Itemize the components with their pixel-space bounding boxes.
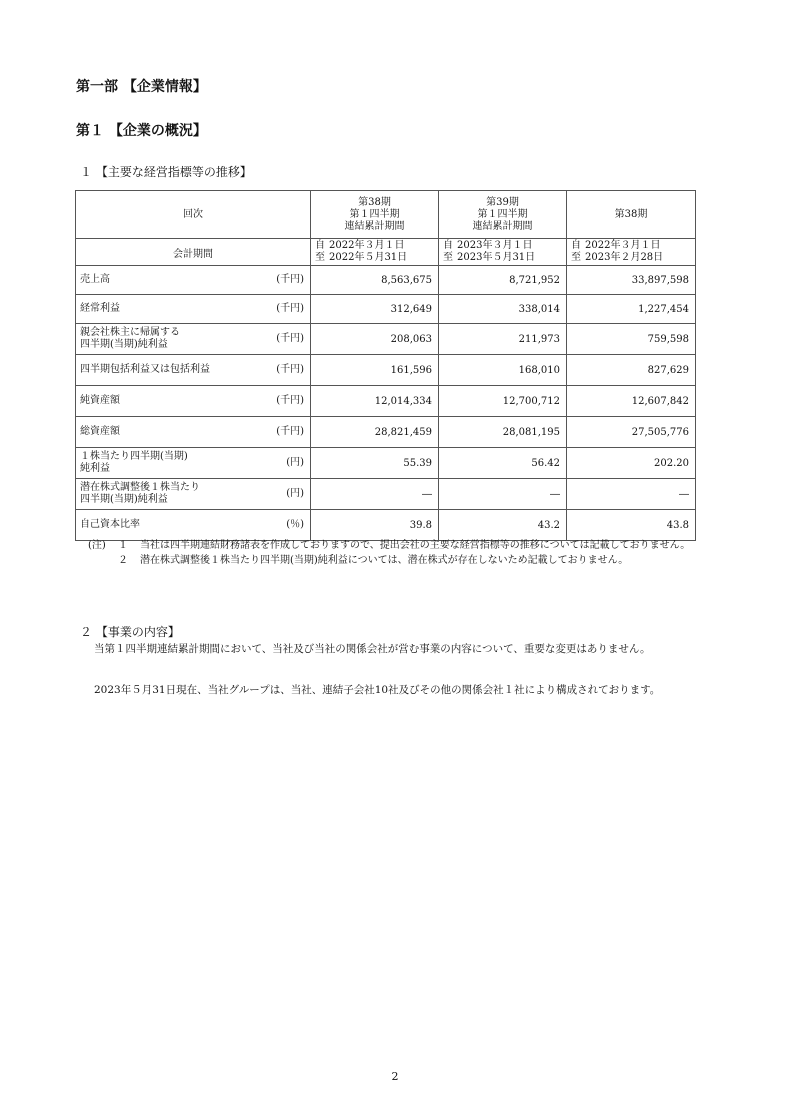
row-unit: (千円): [276, 364, 304, 375]
notes-prefix: (注): [88, 540, 106, 551]
page-number: 2: [391, 1070, 399, 1083]
value-cell: 28,081,195: [439, 417, 567, 448]
row-label-line2: 純利益: [80, 463, 110, 474]
financial-indicators-table: [75, 190, 696, 541]
value-cell: 43.2: [439, 510, 567, 541]
table-row-equity-ratio: [76, 510, 696, 541]
value-cell: 56.42: [439, 448, 567, 479]
value-cell: 202.20: [567, 448, 696, 479]
period-to: 2023年５月31日: [457, 252, 536, 263]
value-cell: 27,505,776: [567, 417, 696, 448]
chapter-title: 第１ 【企業の概況】: [76, 123, 207, 139]
column-header-line: 第38期: [358, 196, 391, 208]
value-cell: 28,821,459: [311, 417, 439, 448]
period-label-cell: 会計期間: [76, 239, 311, 266]
table-row-net-income-parent: [76, 324, 696, 355]
period-cell: 自 2022年３月１日 至 2023年２月28日: [567, 239, 696, 266]
column-header-fy38: [567, 191, 696, 239]
row-unit: (千円): [276, 333, 304, 344]
row-label-line2: 四半期(当期)純利益: [80, 494, 168, 505]
row-label: １株当たり四半期(当期): [80, 451, 188, 462]
row-label: 自己資本比率: [80, 519, 140, 530]
table-header-row: [76, 191, 696, 239]
period-from: 2022年３月１日: [329, 240, 405, 251]
value-cell: 759,598: [567, 324, 696, 355]
period-row: [76, 239, 696, 266]
value-cell: 33,897,598: [567, 266, 696, 295]
value-cell: 827,629: [567, 355, 696, 386]
table-row-eps: [76, 448, 696, 479]
column-header-line: 第１四半期: [349, 208, 400, 220]
section-title-indicators: １ 【主要な経営指標等の推移】: [80, 165, 252, 179]
row-label: 親会社株主に帰属する: [80, 327, 180, 338]
table-row-ordinary-profit: [76, 295, 696, 324]
table-row-net-sales: [76, 266, 696, 295]
row-label-line2: 四半期(当期)純利益: [80, 339, 168, 350]
column-header-line: 連結累計期間: [344, 220, 405, 232]
value-cell: 12,014,334: [311, 386, 439, 417]
column-header-line: 第39期: [486, 196, 519, 208]
value-cell: 1,227,454: [567, 295, 696, 324]
row-label: 純資産額: [80, 395, 120, 406]
row-unit: (千円): [276, 426, 304, 437]
row-unit: (千円): [276, 303, 304, 314]
value-cell: 43.8: [567, 510, 696, 541]
note-item: [88, 538, 728, 553]
period-to: 2023年２月28日: [585, 252, 664, 263]
value-cell: 338,014: [439, 295, 567, 324]
row-label: 経常利益: [80, 303, 120, 314]
value-cell: 168,010: [439, 355, 567, 386]
column-header-q1-fy39: [439, 191, 567, 239]
value-cell: ―: [311, 479, 439, 510]
value-cell: 312,649: [311, 295, 439, 324]
table-row-diluted-eps: [76, 479, 696, 510]
row-unit: (円): [286, 457, 304, 468]
row-label: 売上高: [80, 274, 110, 285]
part-title: 第一部 【企業情報】: [76, 79, 207, 95]
row-unit: (千円): [276, 395, 304, 406]
period-from: 2023年３月１日: [457, 240, 533, 251]
value-cell: 39.8: [311, 510, 439, 541]
note-number: ２: [118, 555, 128, 566]
column-header-q1-fy38: [311, 191, 439, 239]
value-cell: 161,596: [311, 355, 439, 386]
row-label: 総資産額: [80, 426, 120, 437]
note-text: 当社は四半期連結財務諸表を作成しておりますので、提出会社の主要な経営指標等の推移については記載しておりません。: [140, 540, 691, 551]
table-row-total-assets: [76, 417, 696, 448]
row-unit: (％): [286, 519, 304, 530]
period-cell: 自 2023年３月１日 至 2023年５月31日: [439, 239, 567, 266]
value-cell: 8,563,675: [311, 266, 439, 295]
note-item: [88, 553, 728, 568]
section-title-business: ２ 【事業の内容】: [80, 625, 180, 639]
business-paragraph: 2023年５月31日現在、当社グループは、当社、連結子会社10社及びその他の関係会社１社により構成されております。: [94, 684, 661, 696]
value-cell: 208,063: [311, 324, 439, 355]
value-cell: 12,700,712: [439, 386, 567, 417]
value-cell: 12,607,842: [567, 386, 696, 417]
row-label: 四半期包括利益又は包括利益: [80, 364, 210, 375]
note-number: １: [118, 540, 128, 551]
value-cell: ―: [567, 479, 696, 510]
row-unit: (円): [286, 488, 304, 499]
business-paragraph: 当第１四半期連結累計期間において、当社及び当社の関係会社が営む事業の内容について、重要な変更はありません。: [94, 643, 651, 655]
period-from: 2022年３月１日: [585, 240, 661, 251]
value-cell: ―: [439, 479, 567, 510]
column-header-line: 第38期: [614, 208, 648, 220]
period-cell: 自 2022年３月１日 至 2022年５月31日: [311, 239, 439, 266]
column-header-line: 第１四半期: [477, 208, 528, 220]
column-header-line: 連結累計期間: [472, 220, 533, 232]
value-cell: 211,973: [439, 324, 567, 355]
value-cell: 55.39: [311, 448, 439, 479]
table-row-net-assets: [76, 386, 696, 417]
table-notes: [88, 538, 728, 568]
value-cell: 8,721,952: [439, 266, 567, 295]
header-label-cell: 回次: [76, 191, 311, 239]
row-label: 潜在株式調整後１株当たり: [80, 482, 200, 493]
table-row-comprehensive-income: [76, 355, 696, 386]
note-text: 潜在株式調整後１株当たり四半期(当期)純利益については、潜在株式が存在しないため記載しておりません。: [140, 555, 629, 566]
row-unit: (千円): [276, 274, 304, 285]
period-to: 2022年５月31日: [329, 252, 408, 263]
